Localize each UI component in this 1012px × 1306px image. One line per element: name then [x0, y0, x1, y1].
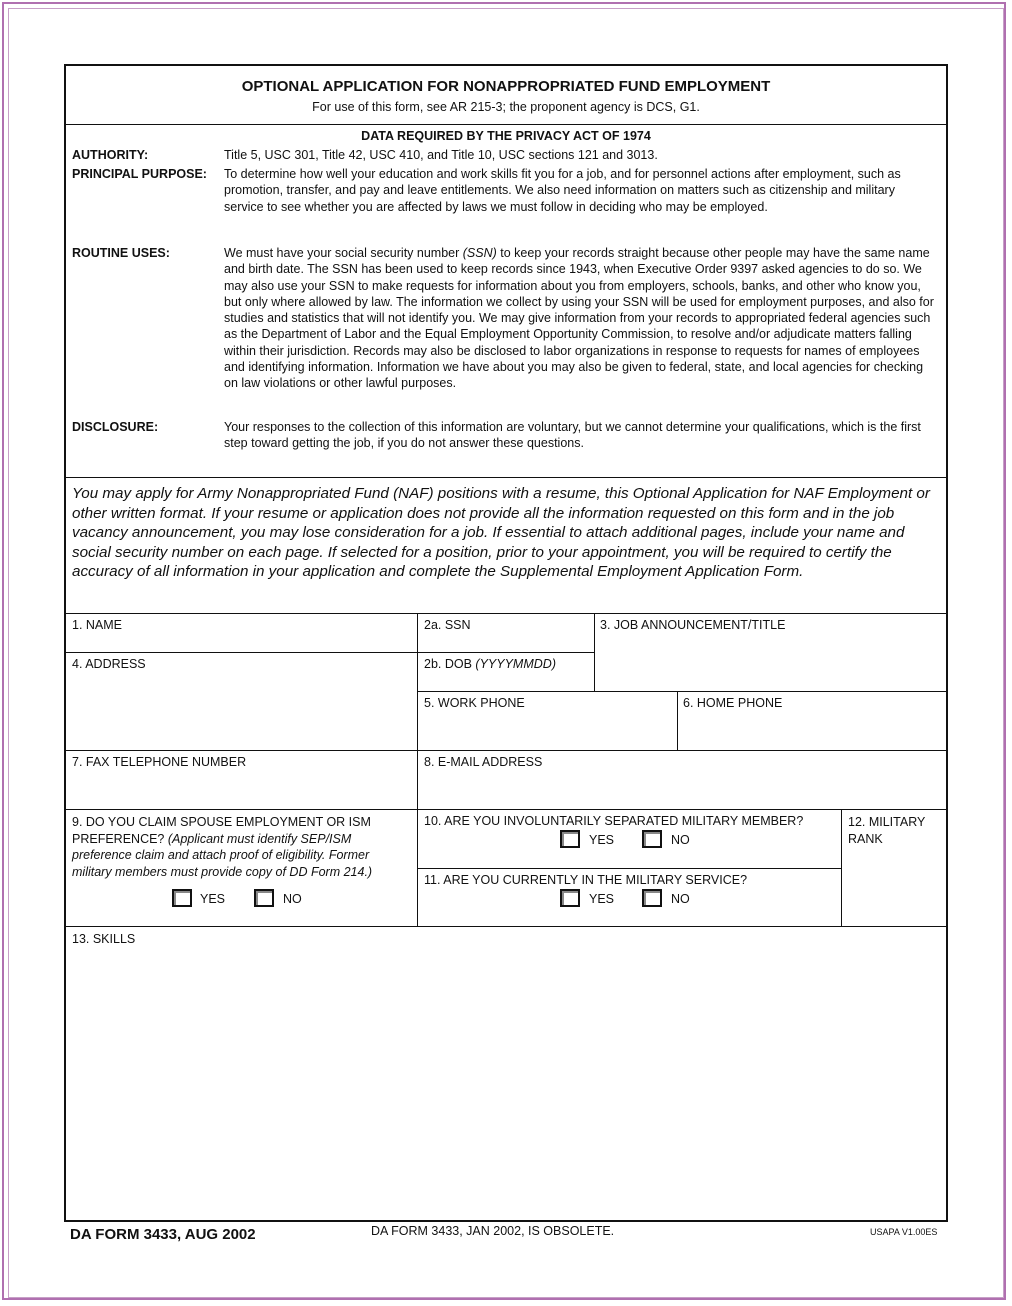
fax-field-label: 7. FAX TELEPHONE NUMBER: [72, 755, 247, 769]
address-field-label: 4. ADDRESS: [72, 657, 146, 671]
divider: [417, 613, 418, 926]
authority-text: Title 5, USC 301, Title 42, USC 410, and Title 10, USC sections 121 and 3013.: [224, 148, 658, 162]
dob-field-label: [424, 657, 556, 671]
divider: [66, 652, 418, 653]
q10-no-checkbox[interactable]: [642, 830, 662, 848]
q11-yes-checkbox[interactable]: [560, 889, 580, 907]
routine-text-ssn: (SSN): [462, 246, 497, 260]
q9-yes-label: YES: [200, 892, 226, 906]
divider: [66, 926, 946, 927]
routine-uses-label: ROUTINE USES:: [72, 246, 170, 260]
q9-preference-question: [72, 814, 410, 880]
q10-yes-checkbox[interactable]: [560, 830, 580, 848]
email-field-label: 8. E-MAIL ADDRESS: [424, 755, 543, 769]
divider: [841, 809, 842, 926]
divider: [417, 691, 946, 692]
divider: [66, 809, 946, 810]
q11-no-label: NO: [671, 892, 690, 906]
skills-field-label: 13. SKILLS: [72, 932, 136, 946]
divider: [66, 124, 946, 125]
divider: [677, 691, 678, 750]
q9-no-label: NO: [283, 892, 302, 906]
purpose-text: To determine how well your education and work skills fit you for a job, and for personnel actions after employment, such as promotion, transfer, and pay and leave entitlements. We also need information on matters such as citizenship and military service to see whether you are affected by laws we must follow in deciding who may be employed.: [224, 167, 901, 214]
intro-paragraph: You may apply for Army Nonappropriated Fund (NAF) positions with a resume, this Optional Application for NAF Employment or other written format. If your resume or application does not provide all the information requested on this form and in the job vacancy announcement, you may lose consideration for a job. If essential to attach additional pages, include your name and social security number on each page. If selected for a position, prior to your appointment, you will be required to certify the accuracy of all information in your application and complete the Supplemental Employment Application Form.: [72, 485, 930, 581]
q9-text: 9. DO YOU CLAIM SPOUSE EMPLOYMENT OR ISM PREFERENCE?: [72, 815, 371, 846]
ssn-field-label: 2a. SSN: [424, 618, 471, 632]
q11-question: 11. ARE YOU CURRENTLY IN THE MILITARY SERVICE?: [424, 873, 748, 887]
divider: [66, 750, 946, 751]
q9-no-checkbox[interactable]: [254, 889, 274, 907]
routine-text-post: to keep your records straight because other people may have the same name and birth date. The SSN has been used to keep records since 1943, when Executive Order 9397 asked agencies to do so. We may also use your SSN to make requests for information about you from employers, schools, banks, and other who know you, but only where allowed by law. The information we collect by using your SSN will be used for employment purposes, and also for studies and statistics that will not identify you. We may give information from your records to appropriated federal agencies such as the Department of Labor and the Equal Employment Opportunity Commission, to resolve and/or adjudicate matters falling within their jurisdiction. Records may also be disclosed to labor organizations in response to requests for names of employees and identifying information. Information we have about you may also be given to federal, state, and local agencies for checking on law violations or other lawful purposes.: [224, 246, 934, 391]
routine-text-pre: We must have your social security number: [224, 246, 463, 260]
disclosure-text: Your responses to the collection of this information are voluntary, but we cannot determine your qualifications, which is the first step toward getting the job, if you do not answer these questions.: [224, 420, 921, 451]
dob-label-text: 2b. DOB: [424, 657, 476, 671]
job-announcement-label: 3. JOB ANNOUNCEMENT/TITLE: [600, 618, 786, 632]
q10-question: 10. ARE YOU INVOLUNTARILY SEPARATED MILITARY MEMBER?: [424, 814, 804, 828]
divider: [417, 652, 595, 653]
form-number: DA FORM 3433, AUG 2002: [70, 1226, 256, 1243]
military-rank-label: 12. MILITARY RANK: [848, 815, 926, 846]
q10-yes-label: YES: [589, 833, 615, 847]
version-label: USAPA V1.00ES: [870, 1227, 938, 1237]
work-phone-label: 5. WORK PHONE: [424, 696, 525, 710]
routine-uses-text: [224, 245, 936, 392]
form-container: [64, 64, 948, 1222]
dob-format-hint: (YYYYMMDD): [475, 657, 556, 671]
q9-hint: (Applicant must identify SEP/ISM preference claim and attach proof of eligibility. Former military members must provide copy of DD Form 214.): [72, 831, 373, 879]
authority-label: AUTHORITY:: [72, 148, 149, 162]
form-subtitle: For use of this form, see AR 215-3; the proponent agency is DCS, G1.: [312, 100, 700, 114]
q11-yes-label: YES: [589, 892, 615, 906]
q9-yes-checkbox[interactable]: [172, 889, 192, 907]
divider: [66, 613, 946, 614]
divider: [66, 477, 946, 478]
privacy-act-heading: DATA REQUIRED BY THE PRIVACY ACT OF 1974: [361, 129, 651, 143]
disclosure-label: DISCLOSURE:: [72, 420, 159, 434]
home-phone-label: 6. HOME PHONE: [683, 696, 783, 710]
name-field-label: 1. NAME: [72, 618, 123, 632]
q11-no-checkbox[interactable]: [642, 889, 662, 907]
purpose-label: PRINCIPAL PURPOSE:: [72, 167, 207, 181]
form-title: OPTIONAL APPLICATION FOR NONAPPROPRIATED FUND EMPLOYMENT: [241, 78, 771, 95]
q10-no-label: NO: [671, 833, 690, 847]
divider: [417, 868, 841, 869]
obsolete-notice: DA FORM 3433, JAN 2002, IS OBSOLETE.: [371, 1224, 615, 1238]
